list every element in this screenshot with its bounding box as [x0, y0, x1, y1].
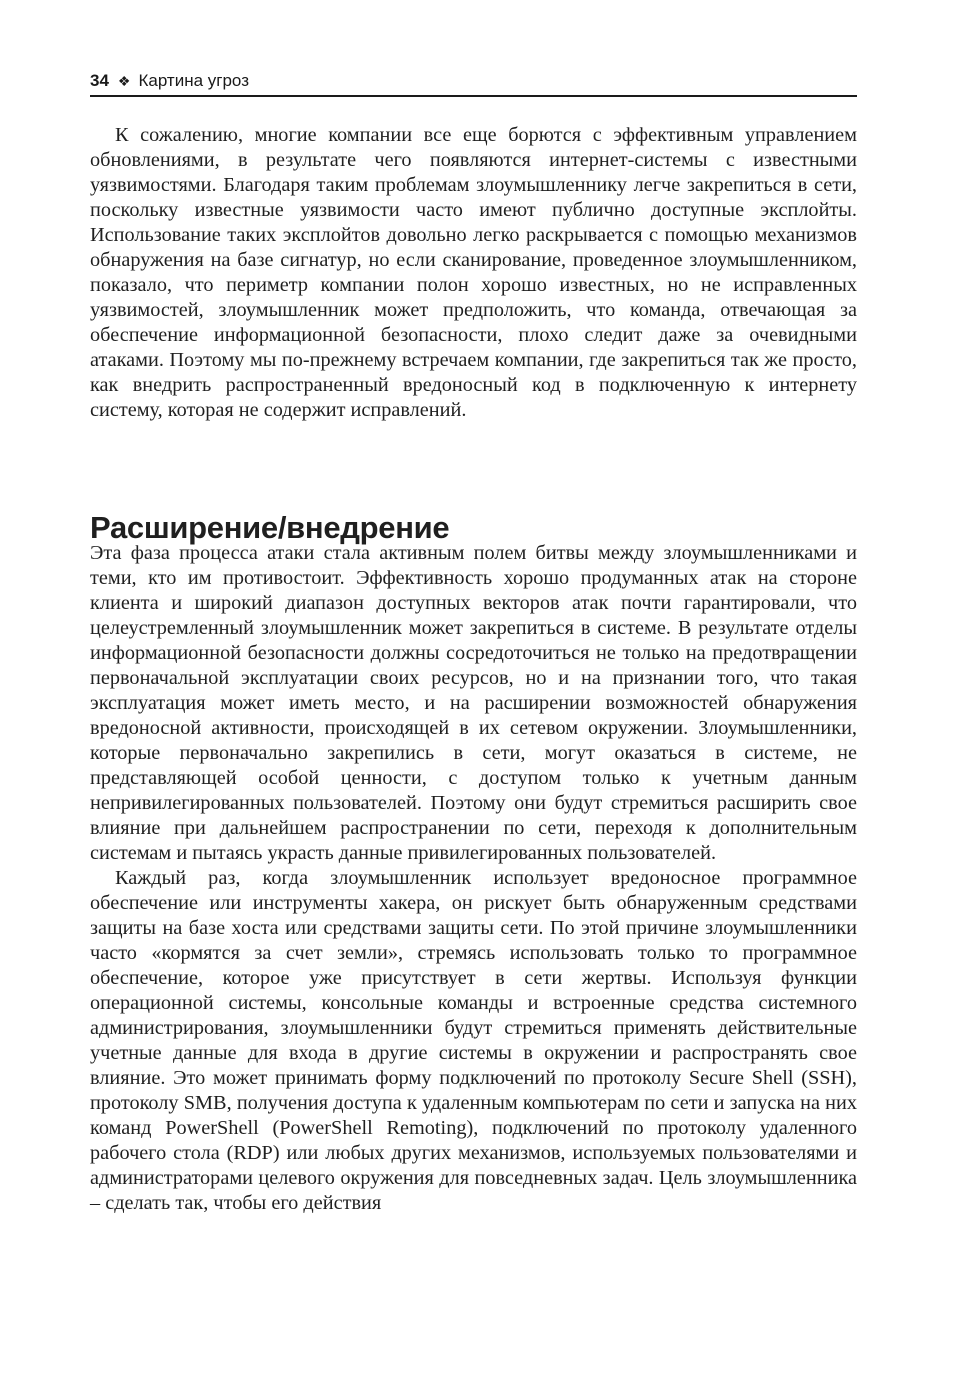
chapter-title: Картина угроз [138, 71, 249, 90]
running-header [90, 68, 857, 94]
paragraph: Эта фаза процесса атаки стала активным полем битвы между злоумышленниками и теми, кто им противостоит. Эффективность хорошо продуманных атак на стороне клиента и широкий диапазон доступных векторов атак почти гарантировали, что целеустремленный злоумышленник может закрепиться в системе. В результате отделы информационной безопасности должны сосредоточиться не только на предотвращении первоначальной эксплуатации своих ресурсов, но и на признании того, что такая эксплуатация может иметь место, и на расширении возможностей обнаружения вредоносной активности, происходящей в их сетевом окружении. Злоумышленники, которые первоначально закрепились в сети, могут оказаться в системе, не представляющей особой ценности, с доступом только к учетным данным непривилегированных пользователей. Поэтому они будут стремиться расширить свое влияние при дальнейшем распространении по сети, переходя к дополнительным системам и пытаясь украсть данные привилегированных пользователей. [90, 542, 857, 864]
page-number: 34 [90, 71, 109, 90]
paragraph: Каждый раз, когда злоумышленник использует вредоносное программное обеспечение или инструменты хакера, он рискует быть обнаруженным средствами защиты на базе хоста или средствами защиты сети. По этой причине злоумышленники часто «кормятся за счет земли», стремясь использовать только то программное обеспечение, которое уже присутствует в сети жертвы. Используя функции операционной системы, консольные команды и встроенные средства системного администрирования, злоумышленники будут стремиться применять действительные учетные данные для входа в другие системы в окружении и распространять свое влияние. Это может принимать форму подключений по протоколу Secure Shell (SSH), протоколу SMB, получения доступа к удаленным компьютерам по сети и запуска на них команд PowerShell (PowerShell Remoting), подключений по протоколу удаленного рабочего стола (RDP) или любых других механизмов, используемых пользователями и администраторами целевого окружения для повседневных задач. Цель злоумышленника – сделать так, чтобы его действия [90, 867, 857, 1214]
section-body-text [90, 541, 857, 1216]
section-intro-text [90, 123, 857, 423]
header-rule [90, 95, 857, 97]
ornament-icon: ❖ [117, 73, 131, 89]
paragraph: К сожалению, многие компании все еще борются с эффективным управлением обновлениями, в результате чего появляются интернет-системы с известными уязвимостями. Благодаря таким проблемам злоумышленнику легче закрепиться в сети, поскольку известные уязвимости часто имеют публично доступные эксплойты. Использование таких эксплойтов довольно легко раскрывается с помощью механизмов обнаружения на базе сигнатур, но если сканирование, проведенное злоумышленником, показало, что периметр компании полон хорошо известных, но не исправленных уязвимостей, злоумышленник может предположить, что команда, отвечающая за обеспечение информационной безопасности, плохо следит даже за очевидными атаками. Поэтому мы по-прежнему встречаем компании, где закрепиться так же просто, как внедрить распространенный вредоносный код в подключенную к интернету систему, которая не содержит исправлений. [90, 124, 857, 421]
section-heading: Расширение/внедрение [90, 509, 450, 545]
